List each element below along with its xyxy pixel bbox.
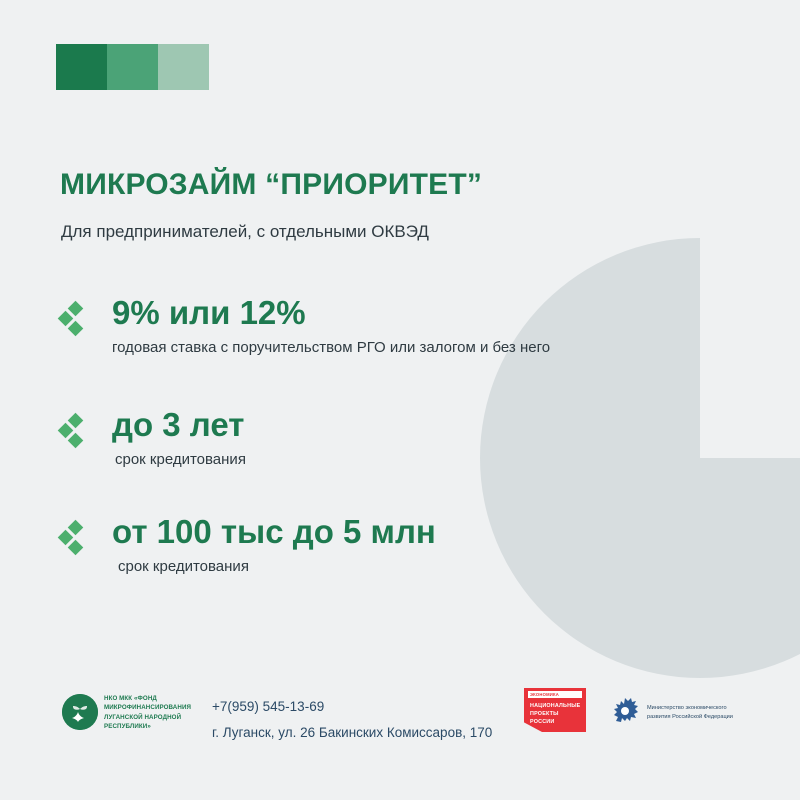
- fund-name: НКО МКК «ФОНД МИКРОФИНАНСИРОВАНИЯ ЛУГАНСКОЙ НАРОДНОЙ РЕСПУБЛИКИ»: [104, 695, 192, 730]
- phone-number[interactable]: +7(959) 545-13-69: [212, 699, 325, 714]
- double-headed-eagle-icon: [610, 696, 640, 730]
- ministry-name: Министерство экономического развития Российской Федерации: [647, 705, 733, 720]
- np-main-label: НАЦИОНАЛЬНЫЕ ПРОЕКТЫ РОССИИ: [530, 703, 581, 726]
- swatch-dark-green: [56, 44, 107, 90]
- np-top-label: ЭКОНОМИКА: [530, 691, 559, 697]
- page-title: МИКРОЗАЙМ “ПРИОРИТЕТ”: [60, 168, 483, 201]
- ministry-block: [610, 696, 739, 730]
- footer: [0, 670, 800, 800]
- feature-item: [60, 515, 760, 575]
- diamond-cluster-icon: [60, 302, 88, 332]
- feature-caption: срок кредитования: [115, 450, 246, 468]
- diamond-cluster-icon: [60, 521, 88, 551]
- feature-caption: срок кредитования: [118, 557, 249, 575]
- diamond-cluster-icon: [60, 414, 88, 444]
- feature-value: от 100 тыс до 5 млн: [112, 513, 436, 550]
- feature-item: [60, 408, 760, 468]
- feature-value: 9% или 12%: [112, 294, 306, 331]
- feature-caption: годовая ставка с поручительством РГО или залогом и без него: [112, 338, 551, 356]
- fund-emblem-icon: [62, 694, 98, 730]
- swatch-light-green: [158, 44, 209, 90]
- swatch-mid-green: [107, 44, 158, 90]
- feature-item: [60, 296, 760, 356]
- address-line: г. Луганск, ул. 26 Бакинских Комиссаров, 170: [212, 724, 493, 740]
- color-swatch-strip: [56, 44, 209, 90]
- national-projects-logo: [524, 688, 586, 742]
- page-subtitle: Для предпринимателей, с отдельными ОКВЭД: [61, 222, 429, 241]
- contact-block: [212, 694, 492, 745]
- feature-value: до 3 лет: [112, 406, 245, 443]
